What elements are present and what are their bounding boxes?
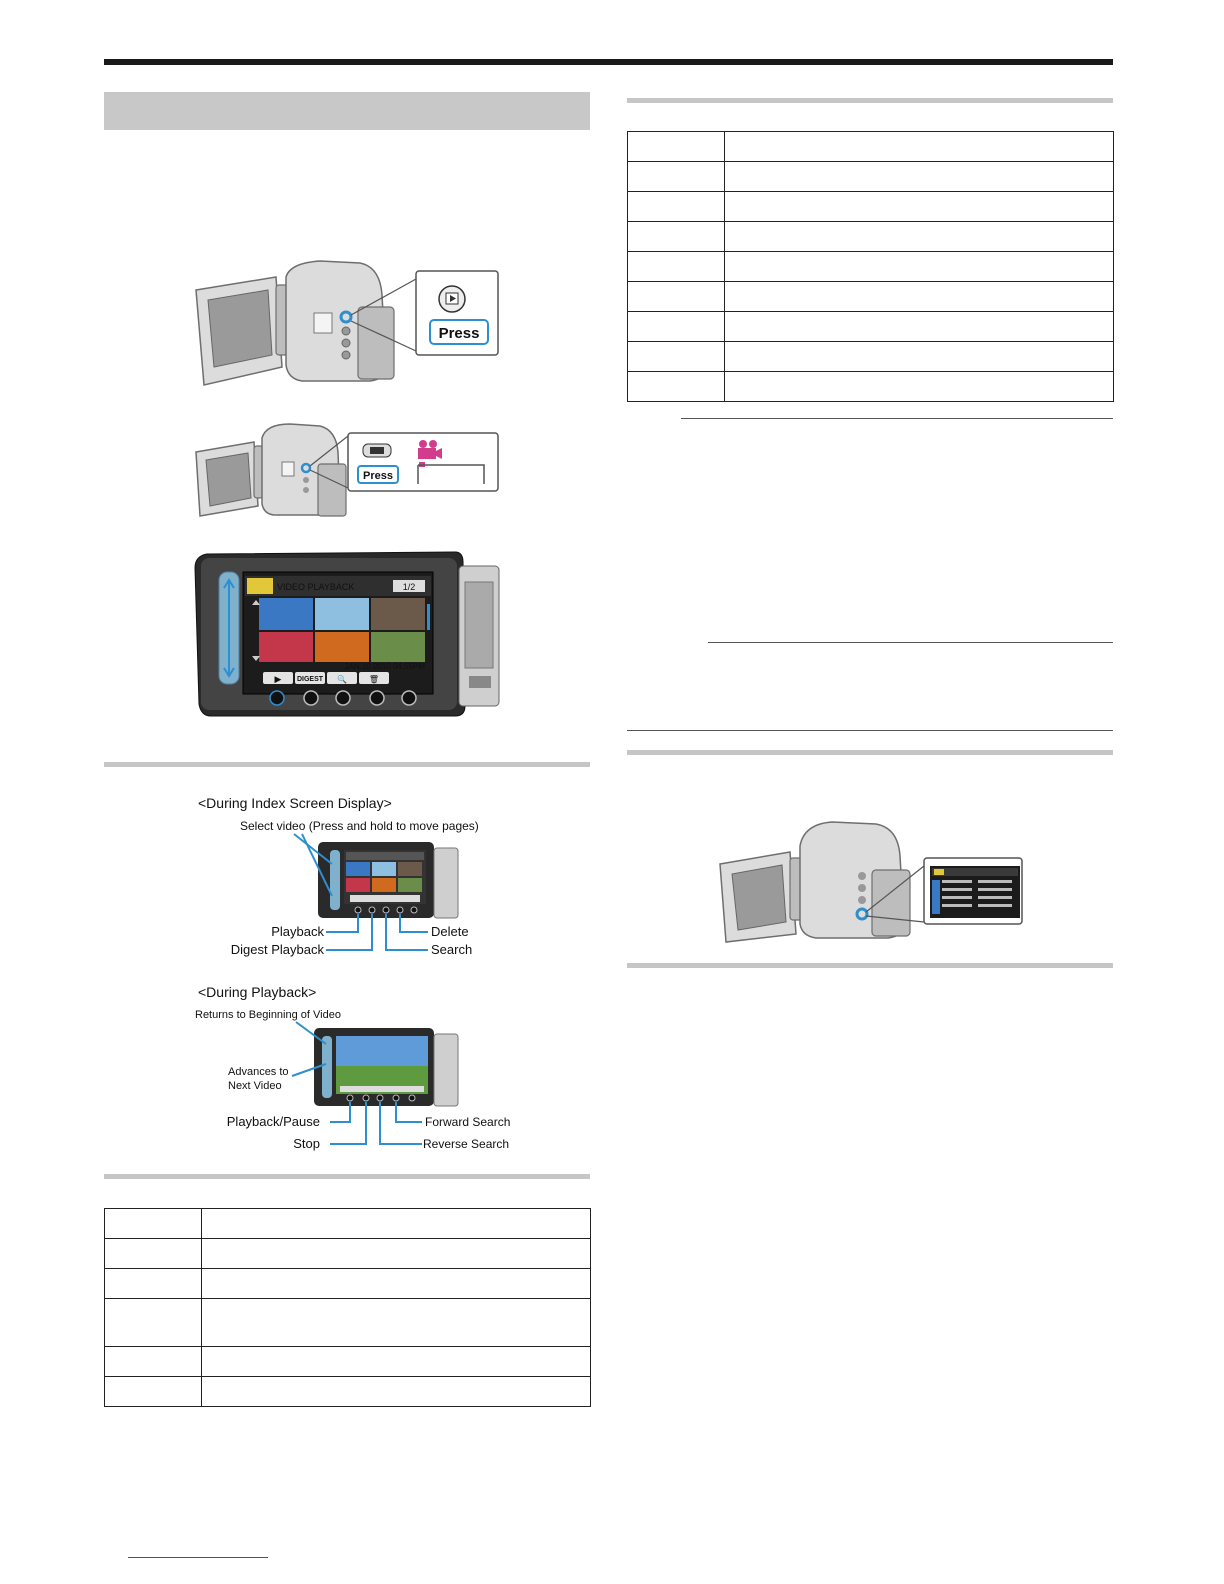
footer-link[interactable] <box>128 1557 268 1558</box>
playback-diagram <box>190 980 510 1156</box>
note-divider <box>627 730 1113 731</box>
thumbnail-4[interactable] <box>259 632 313 662</box>
search-label: Search <box>431 942 473 957</box>
table-cell <box>628 162 725 192</box>
table-cell <box>725 282 1114 312</box>
table-cell <box>628 342 725 372</box>
table-cell <box>105 1209 202 1239</box>
playback-label: Playback <box>271 924 324 939</box>
section-header-band <box>104 92 590 130</box>
table-cell <box>628 372 725 402</box>
reverse-search-label: Reverse Search <box>423 1137 510 1151</box>
note-divider <box>681 418 1113 419</box>
table-cell <box>105 1269 202 1299</box>
table-cell <box>628 312 725 342</box>
camera-menu-figure <box>716 818 1026 946</box>
table-cell <box>725 162 1114 192</box>
table-cell <box>202 1347 591 1377</box>
section-rule <box>104 1174 590 1179</box>
stop-label: Stop <box>293 1136 320 1151</box>
press-label-1: Press <box>438 325 480 342</box>
thumbnail-3[interactable] <box>371 598 425 630</box>
delete-label: Delete <box>431 924 469 939</box>
select-video-label: Select video (Press and hold to move pages) <box>240 819 479 833</box>
section-rule <box>627 963 1113 968</box>
lcd-timestamp: JAN.10.2010 04:55PM <box>344 662 425 671</box>
camera-press-figure-1 <box>190 255 502 390</box>
lcd-page-count: 1/2 <box>402 582 416 592</box>
table-cell <box>105 1377 202 1407</box>
table-cell <box>628 192 725 222</box>
advances-label-line1: Advances to <box>228 1066 289 1078</box>
press-label-2: Press <box>363 470 393 482</box>
camera-press-figure-2 <box>190 420 502 520</box>
table-cell <box>725 252 1114 282</box>
index-heading: <During Index Screen Display> <box>198 795 392 811</box>
svg-text:🔍: 🔍 <box>337 675 347 684</box>
index-screen-diagram <box>190 792 510 962</box>
table-cell <box>628 252 725 282</box>
table-cell <box>725 132 1114 162</box>
svg-text:DIGEST: DIGEST <box>296 676 324 683</box>
table-cell <box>628 222 725 252</box>
lcd-index-figure <box>193 548 501 720</box>
table-cell <box>202 1209 591 1239</box>
table-cell <box>725 342 1114 372</box>
table-cell <box>202 1377 591 1407</box>
note-divider <box>708 642 1113 643</box>
table-cell <box>105 1299 202 1347</box>
table-cell <box>725 222 1114 252</box>
thumbnail-1[interactable] <box>259 598 313 630</box>
thumbnail-6[interactable] <box>371 632 425 662</box>
section-rule <box>627 750 1113 755</box>
table-cell <box>202 1269 591 1299</box>
table-cell <box>202 1239 591 1269</box>
table-cell <box>628 132 725 162</box>
page-top-bar <box>104 59 1113 65</box>
forward-search-label: Forward Search <box>425 1115 510 1129</box>
playback-heading: <During Playback> <box>198 984 317 1000</box>
thumbnail-5[interactable] <box>315 632 369 662</box>
table-cell <box>725 192 1114 222</box>
table-cell <box>725 372 1114 402</box>
section-rule <box>104 762 590 767</box>
left-table <box>104 1208 591 1407</box>
svg-text:🗑: 🗑 <box>368 675 380 684</box>
lcd-title: VIDEO PLAYBACK <box>277 582 355 592</box>
digest-playback-label: Digest Playback <box>230 942 324 957</box>
right-table <box>627 131 1114 402</box>
table-cell <box>105 1347 202 1377</box>
svg-text:▶: ▶ <box>274 674 282 684</box>
section-rule <box>627 98 1113 103</box>
playback-pause-label: Playback/Pause <box>226 1114 320 1129</box>
table-cell <box>202 1299 591 1347</box>
table-cell <box>105 1239 202 1269</box>
thumbnail-2[interactable] <box>315 598 369 630</box>
advances-label-line2: Next Video <box>228 1080 282 1092</box>
table-cell <box>628 282 725 312</box>
returns-label: Returns to Beginning of Video <box>195 1009 341 1021</box>
table-cell <box>725 312 1114 342</box>
